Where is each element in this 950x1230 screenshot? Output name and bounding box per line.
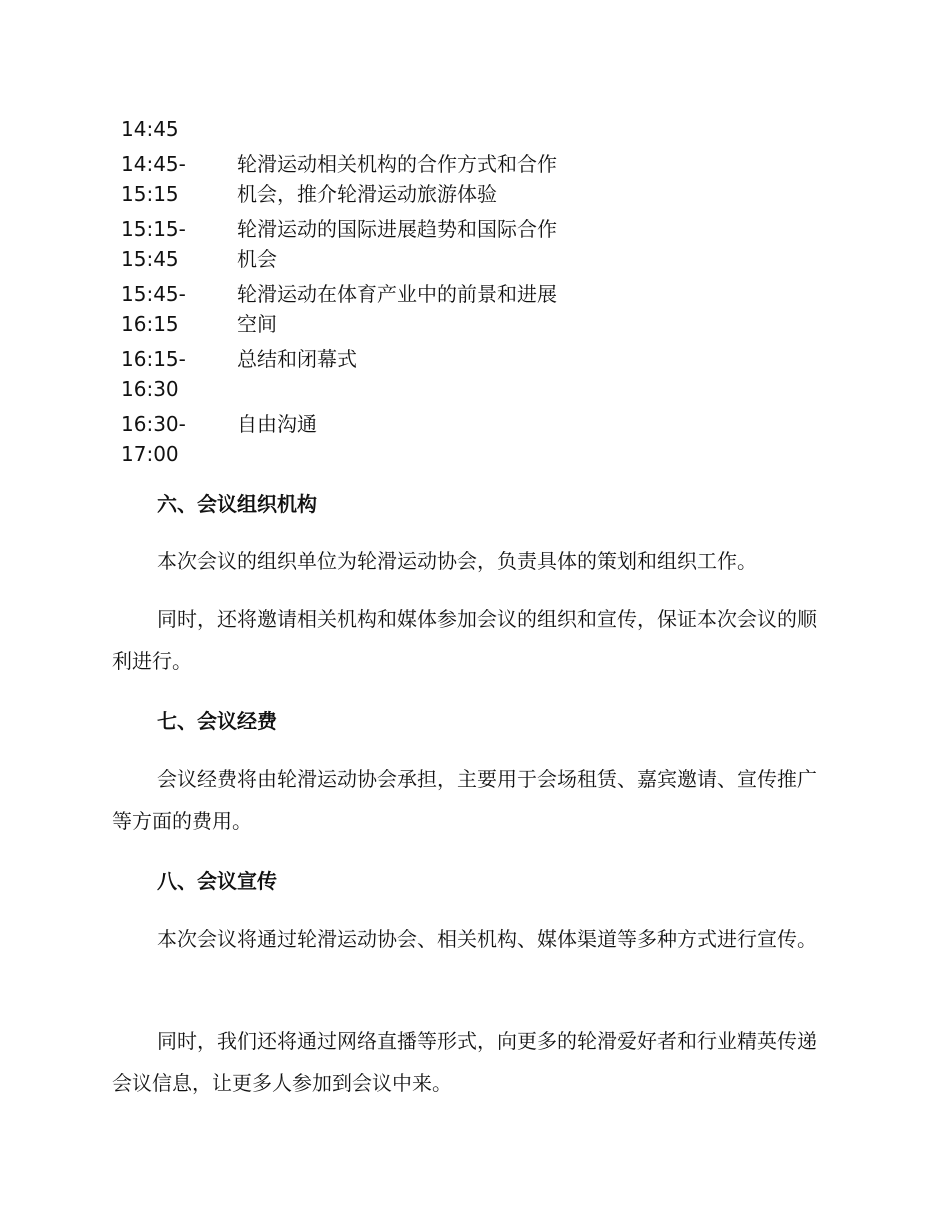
section-heading-eight: 八、会议宣传	[157, 869, 277, 893]
schedule-row	[121, 409, 601, 469]
schedule-topic: 总结和闭幕式	[237, 347, 357, 371]
paragraph: 本次会议将通过轮滑运动协会、相关机构、媒体渠道等多种方式进行宣传。	[157, 927, 817, 951]
schedule-time: 14:45- 15:15	[121, 152, 186, 206]
schedule-row	[121, 214, 601, 274]
schedule-time: 16:30- 17:00	[121, 412, 186, 466]
schedule-time: 14:45	[121, 117, 179, 141]
section-heading-six: 六、会议组织机构	[157, 492, 317, 516]
schedule-time: 16:15- 16:30	[121, 347, 186, 401]
schedule-row	[121, 114, 601, 144]
paragraph: 本次会议的组织单位为轮滑运动协会，负责具体的策划和组织工作。	[157, 549, 757, 573]
schedule-row	[121, 149, 601, 209]
paragraph: 同时，还将邀请相关机构和媒体参加会议的组织和宣传，保证本次会议的顺利进行。	[112, 607, 817, 673]
schedule-topic: 轮滑运动相关机构的合作方式和合作 机会，推介轮滑运动旅游体验	[237, 152, 557, 206]
schedule-table	[121, 114, 601, 469]
paragraph: 会议经费将由轮滑运动协会承担，主要用于会场租赁、嘉宾邀请、宣传推广等方面的费用。	[112, 767, 817, 833]
schedule-row	[121, 344, 601, 404]
schedule-time: 15:15- 15:45	[121, 217, 186, 271]
section-heading-seven: 七、会议经费	[157, 709, 277, 733]
schedule-topic: 轮滑运动在体育产业中的前景和进展 空间	[237, 282, 557, 336]
schedule-topic: 轮滑运动的国际进展趋势和国际合作 机会	[237, 217, 557, 271]
schedule-topic: 自由沟通	[237, 412, 317, 436]
paragraph: 同时，我们还将通过网络直播等形式，向更多的轮滑爱好者和行业精英传递会议信息，让更多人参加到会议中来。	[112, 1029, 817, 1095]
schedule-time: 15:45- 16:15	[121, 282, 186, 336]
schedule-row	[121, 279, 601, 339]
